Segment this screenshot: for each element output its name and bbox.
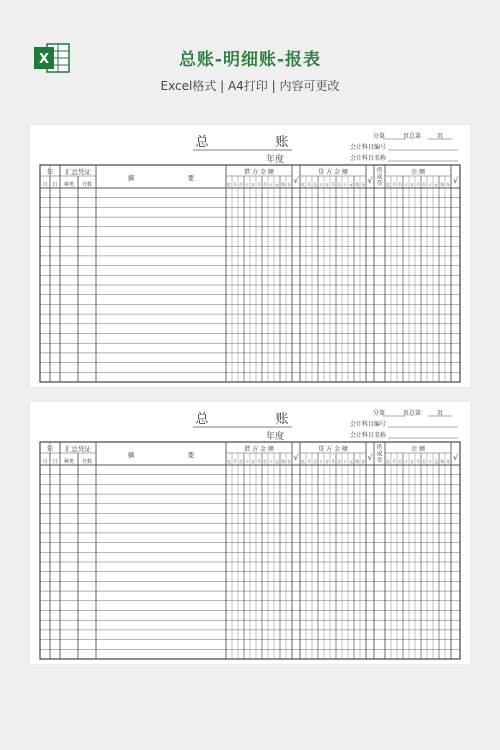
credit-unit: 万 xyxy=(325,459,329,464)
balance-unit: 分 xyxy=(446,182,450,187)
balance-unit: 万 xyxy=(410,459,414,464)
header-check-balance: √ xyxy=(452,453,459,462)
header-summary-b: 要 xyxy=(187,451,195,459)
debit-unit: 十 xyxy=(269,182,273,187)
header-dir-char: 贷 xyxy=(376,458,383,464)
header-balance: 余 额 xyxy=(411,169,425,176)
credit-unit: 分 xyxy=(361,459,365,464)
debit-unit: 分 xyxy=(287,182,291,187)
balance-unit: 千 xyxy=(392,182,396,187)
header-voucher: 汇总凭证 xyxy=(65,445,91,453)
header-month: 月 xyxy=(42,182,48,188)
ledger-sheet-1 xyxy=(30,125,470,387)
header-year: 年 xyxy=(46,445,54,453)
balance-unit: 元 xyxy=(434,459,438,464)
balance-unit: 亿 xyxy=(386,459,390,464)
page-title: 总账-明细账-报表 xyxy=(178,50,322,70)
debit-unit: 千 xyxy=(233,459,237,464)
header-day: 日 xyxy=(52,459,58,465)
credit-unit: 百 xyxy=(337,459,341,464)
credit-unit: 百 xyxy=(337,182,341,187)
debit-unit: 十 xyxy=(245,459,249,464)
debit-unit: 千 xyxy=(233,182,237,187)
balance-unit: 千 xyxy=(416,182,420,187)
credit-unit: 百 xyxy=(313,182,317,187)
header-summary-a: 摘 xyxy=(127,174,135,182)
header-credit: 贷 方 金 额 xyxy=(318,446,348,453)
balance-unit: 百 xyxy=(398,459,402,464)
header-day: 日 xyxy=(52,182,58,188)
header-balance: 余 额 xyxy=(411,446,425,453)
credit-unit: 角 xyxy=(355,459,359,464)
balance-unit: 元 xyxy=(434,182,438,187)
credit-unit: 百 xyxy=(313,459,317,464)
debit-unit: 分 xyxy=(287,459,291,464)
debit-unit: 亿 xyxy=(227,459,231,464)
credit-unit: 千 xyxy=(307,459,311,464)
balance-unit: 百 xyxy=(398,182,402,187)
balance-unit: 千 xyxy=(392,459,396,464)
debit-unit: 千 xyxy=(257,182,261,187)
credit-unit: 十 xyxy=(343,182,347,187)
header-check-credit: √ xyxy=(367,176,373,185)
balance-unit: 万 xyxy=(410,182,414,187)
credit-unit: 千 xyxy=(307,182,311,187)
debit-unit: 元 xyxy=(275,459,279,464)
credit-unit: 十 xyxy=(343,459,347,464)
debit-unit: 百 xyxy=(239,459,243,464)
credit-unit: 万 xyxy=(325,182,329,187)
header-check-debit: √ xyxy=(293,176,299,185)
header-check-credit: √ xyxy=(367,453,373,462)
balance-unit: 十 xyxy=(404,182,408,187)
debit-unit: 百 xyxy=(263,182,267,187)
header-dir-char: 或 xyxy=(376,451,383,458)
year-label: 年度 xyxy=(265,432,285,442)
header-check-debit: √ xyxy=(293,453,299,462)
balance-unit: 分 xyxy=(446,459,450,464)
header-summary-b: 要 xyxy=(187,174,195,182)
credit-unit: 元 xyxy=(349,459,353,464)
balance-unit: 十 xyxy=(428,459,432,464)
header-kind: 种类 xyxy=(63,182,75,188)
credit-unit: 十 xyxy=(319,182,323,187)
header-credit: 贷 方 金 额 xyxy=(318,169,348,176)
account-name-label: 会计科目名称 xyxy=(350,155,387,162)
account-code-label: 会计科目编号 xyxy=(350,421,387,428)
balance-unit: 十 xyxy=(428,182,432,187)
credit-unit: 十 xyxy=(319,459,323,464)
header-year: 年 xyxy=(46,168,54,176)
debit-unit: 角 xyxy=(281,182,285,187)
credit-unit: 元 xyxy=(349,182,353,187)
debit-unit: 元 xyxy=(275,182,279,187)
header-dir-char: 贷 xyxy=(376,181,383,187)
header-number: 号数 xyxy=(81,182,93,188)
page-number-line: 分第 页总第 页 xyxy=(373,410,444,417)
header-month: 月 xyxy=(42,459,48,465)
debit-unit: 百 xyxy=(263,459,267,464)
balance-unit: 角 xyxy=(440,459,444,464)
ledger-title-right: 账 xyxy=(275,135,289,150)
ledger-title-right: 账 xyxy=(275,412,289,427)
credit-unit: 千 xyxy=(331,182,335,187)
balance-unit: 百 xyxy=(422,182,426,187)
debit-unit: 角 xyxy=(281,459,285,464)
balance-unit: 角 xyxy=(440,182,444,187)
ledger-form xyxy=(30,125,470,387)
debit-unit: 万 xyxy=(251,182,255,187)
header-voucher: 汇总凭证 xyxy=(65,168,91,176)
ledger-title-left: 总 xyxy=(195,412,209,427)
ledger-title-left: 总 xyxy=(195,135,209,150)
page-number-line: 分第 页总第 页 xyxy=(373,133,444,140)
header-dir-char: 或 xyxy=(376,174,383,181)
debit-unit: 十 xyxy=(245,182,249,187)
debit-unit: 万 xyxy=(251,459,255,464)
header-kind: 种类 xyxy=(63,459,75,465)
debit-unit: 千 xyxy=(257,459,261,464)
balance-unit: 百 xyxy=(422,459,426,464)
ledger-form xyxy=(30,402,470,664)
svg-text:X: X xyxy=(38,52,50,67)
ledger-sheet-2 xyxy=(30,402,470,664)
credit-unit: 角 xyxy=(355,182,359,187)
balance-unit: 千 xyxy=(416,459,420,464)
header-dir-char: 借 xyxy=(376,168,383,174)
page-subtitle: Excel格式 | A4打印 | 内容可更改 xyxy=(160,79,340,93)
credit-unit: 亿 xyxy=(301,182,305,187)
debit-unit: 百 xyxy=(239,182,243,187)
header-check-balance: √ xyxy=(452,176,459,185)
debit-unit: 十 xyxy=(269,459,273,464)
account-code-label: 会计科目编号 xyxy=(350,144,387,151)
credit-unit: 千 xyxy=(331,459,335,464)
credit-unit: 分 xyxy=(361,182,365,187)
header-number: 号数 xyxy=(81,459,93,465)
header-debit: 借 方 金 额 xyxy=(244,169,274,176)
header-debit: 借 方 金 额 xyxy=(244,446,274,453)
credit-unit: 亿 xyxy=(301,459,305,464)
header-summary-a: 摘 xyxy=(127,451,135,459)
balance-unit: 亿 xyxy=(386,182,390,187)
debit-unit: 亿 xyxy=(227,182,231,187)
account-name-label: 会计科目名称 xyxy=(350,432,387,439)
balance-unit: 十 xyxy=(404,459,408,464)
year-label: 年度 xyxy=(265,155,285,165)
header-dir-char: 借 xyxy=(376,445,383,451)
